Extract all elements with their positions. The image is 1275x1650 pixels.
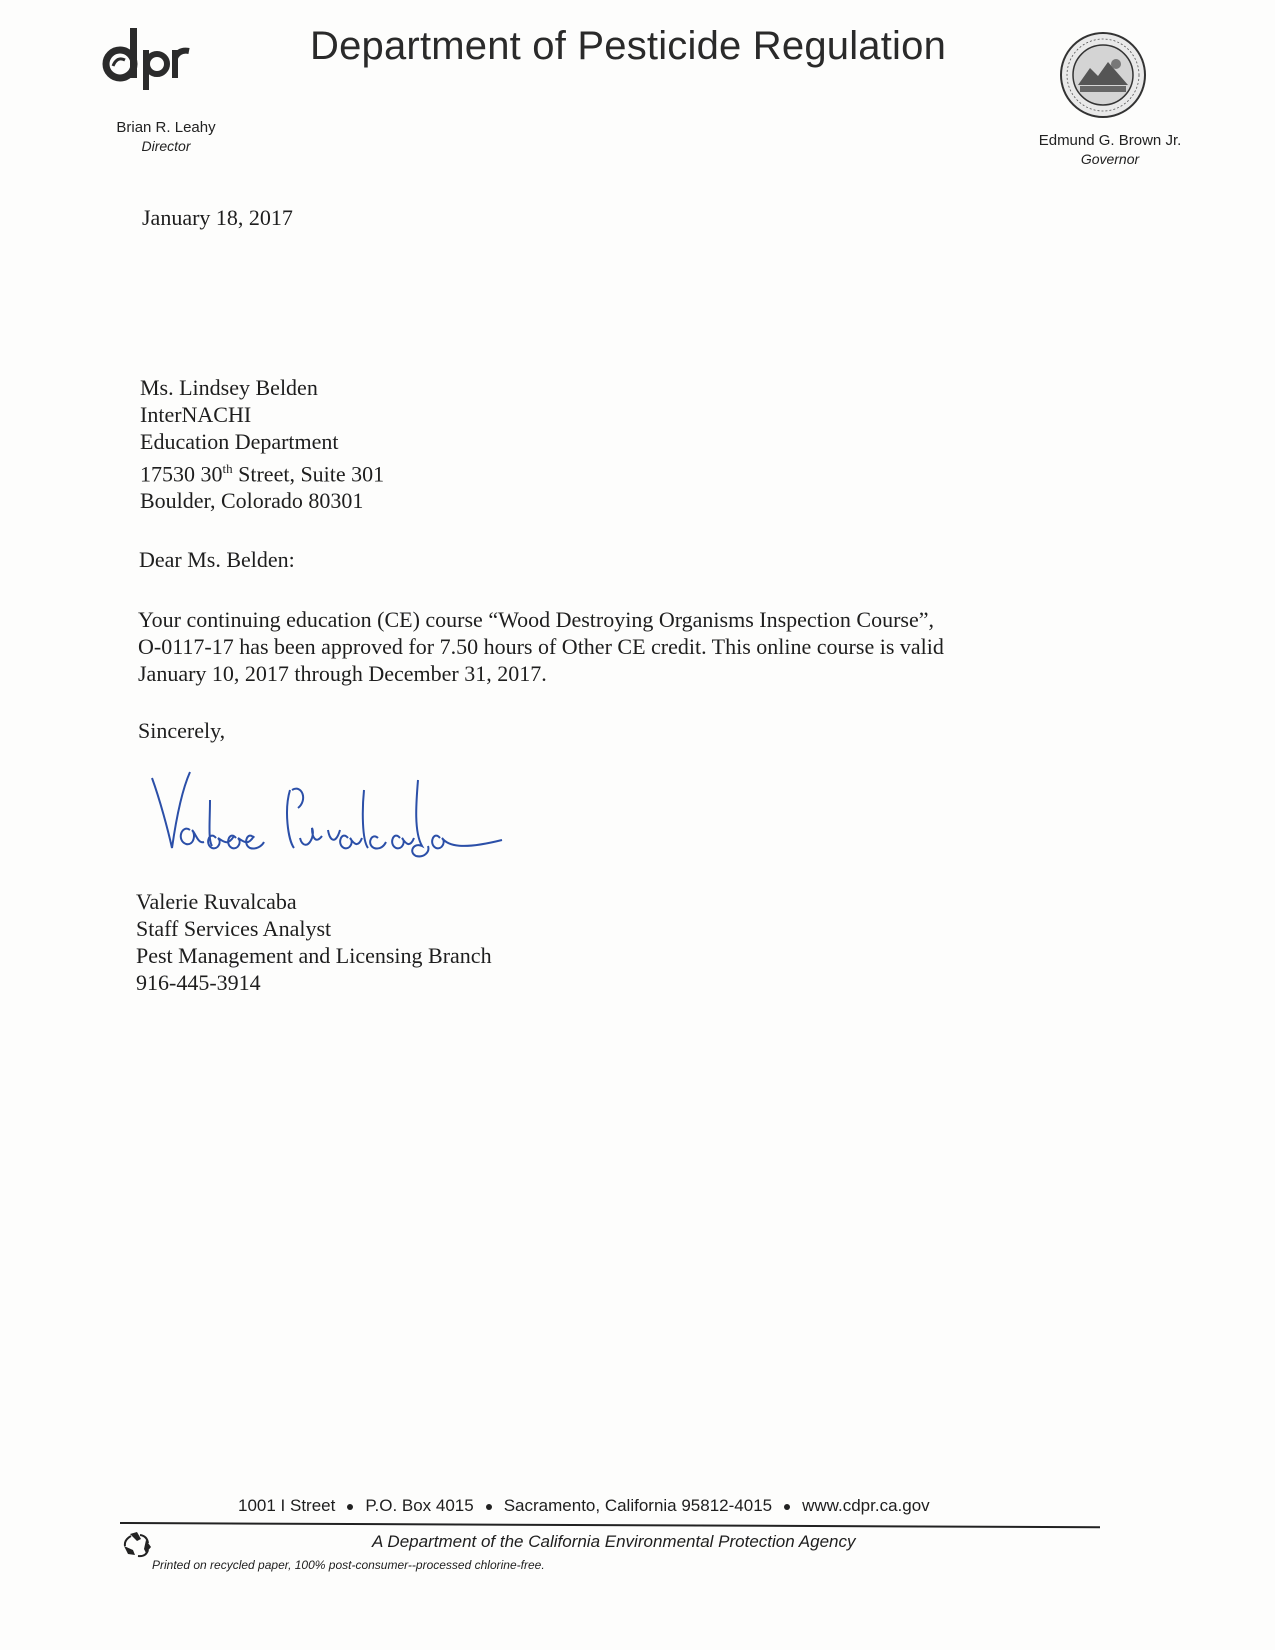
body-line: Your continuing education (CE) course “Wood Destroying Organisms Inspection Course”, (138, 607, 935, 632)
footer-agency: A Department of the California Environmental Protection Agency (372, 1532, 856, 1551)
director-title: Director (141, 138, 191, 154)
footer-po-box: P.O. Box 4015 (365, 1496, 474, 1515)
footer-recycled-note: Printed on recycled paper, 100% post-consumer--processed chlorine-free. (152, 1558, 545, 1572)
bullet-icon (486, 1504, 492, 1510)
bullet-icon (347, 1504, 353, 1510)
governor-name: Edmund G. Brown Jr. (1038, 132, 1182, 149)
street-number: 17530 30 (140, 461, 223, 487)
director-block (96, 118, 236, 155)
footer-divider (120, 1522, 1100, 1528)
footer-website[interactable]: www.cdpr.ca.gov (802, 1496, 930, 1515)
governor-title: Governor (1080, 151, 1140, 167)
director-name: Brian R. Leahy (116, 119, 216, 136)
signer-phone: 916-445-3914 (136, 970, 261, 995)
dpr-logo (96, 22, 196, 92)
recipient-name: Ms. Lindsey Belden (140, 375, 318, 400)
footer-city: Sacramento, California 95812-4015 (503, 1496, 773, 1515)
recipient-department: Education Department (140, 429, 339, 454)
recycle-icon (120, 1530, 154, 1560)
handwritten-signature (150, 760, 530, 860)
signer-branch: Pest Management and Licensing Branch (136, 943, 492, 968)
bullet-icon (784, 1504, 790, 1510)
recipient-address (140, 374, 384, 514)
letter-date: January 18, 2017 (142, 205, 293, 230)
street-suffix: th (222, 461, 233, 476)
recipient-organization: InterNACHI (140, 402, 252, 427)
body-line: January 10, 2017 through December 31, 2017. (138, 661, 547, 686)
signer-name: Valerie Ruvalcaba (136, 889, 297, 914)
signer-block (136, 888, 492, 996)
closing: Sincerely, (138, 718, 226, 743)
body-paragraph (138, 606, 944, 687)
body-line: O-0117-17 has been approved for 7.50 hours of Other CE credit. This online course is valid (138, 634, 944, 659)
footer-address (238, 1496, 930, 1516)
governor-block (1010, 131, 1210, 168)
signer-title: Staff Services Analyst (136, 916, 332, 941)
recipient-city: Boulder, Colorado 80301 (140, 488, 364, 514)
page-title: Department of Pesticide Regulation (310, 24, 947, 68)
state-seal-icon (1058, 30, 1148, 120)
footer-street: 1001 I Street (238, 1496, 336, 1515)
street-rest: Street, Suite 301 (232, 461, 385, 487)
salutation: Dear Ms. Belden: (139, 547, 295, 572)
recipient-street (140, 455, 384, 487)
